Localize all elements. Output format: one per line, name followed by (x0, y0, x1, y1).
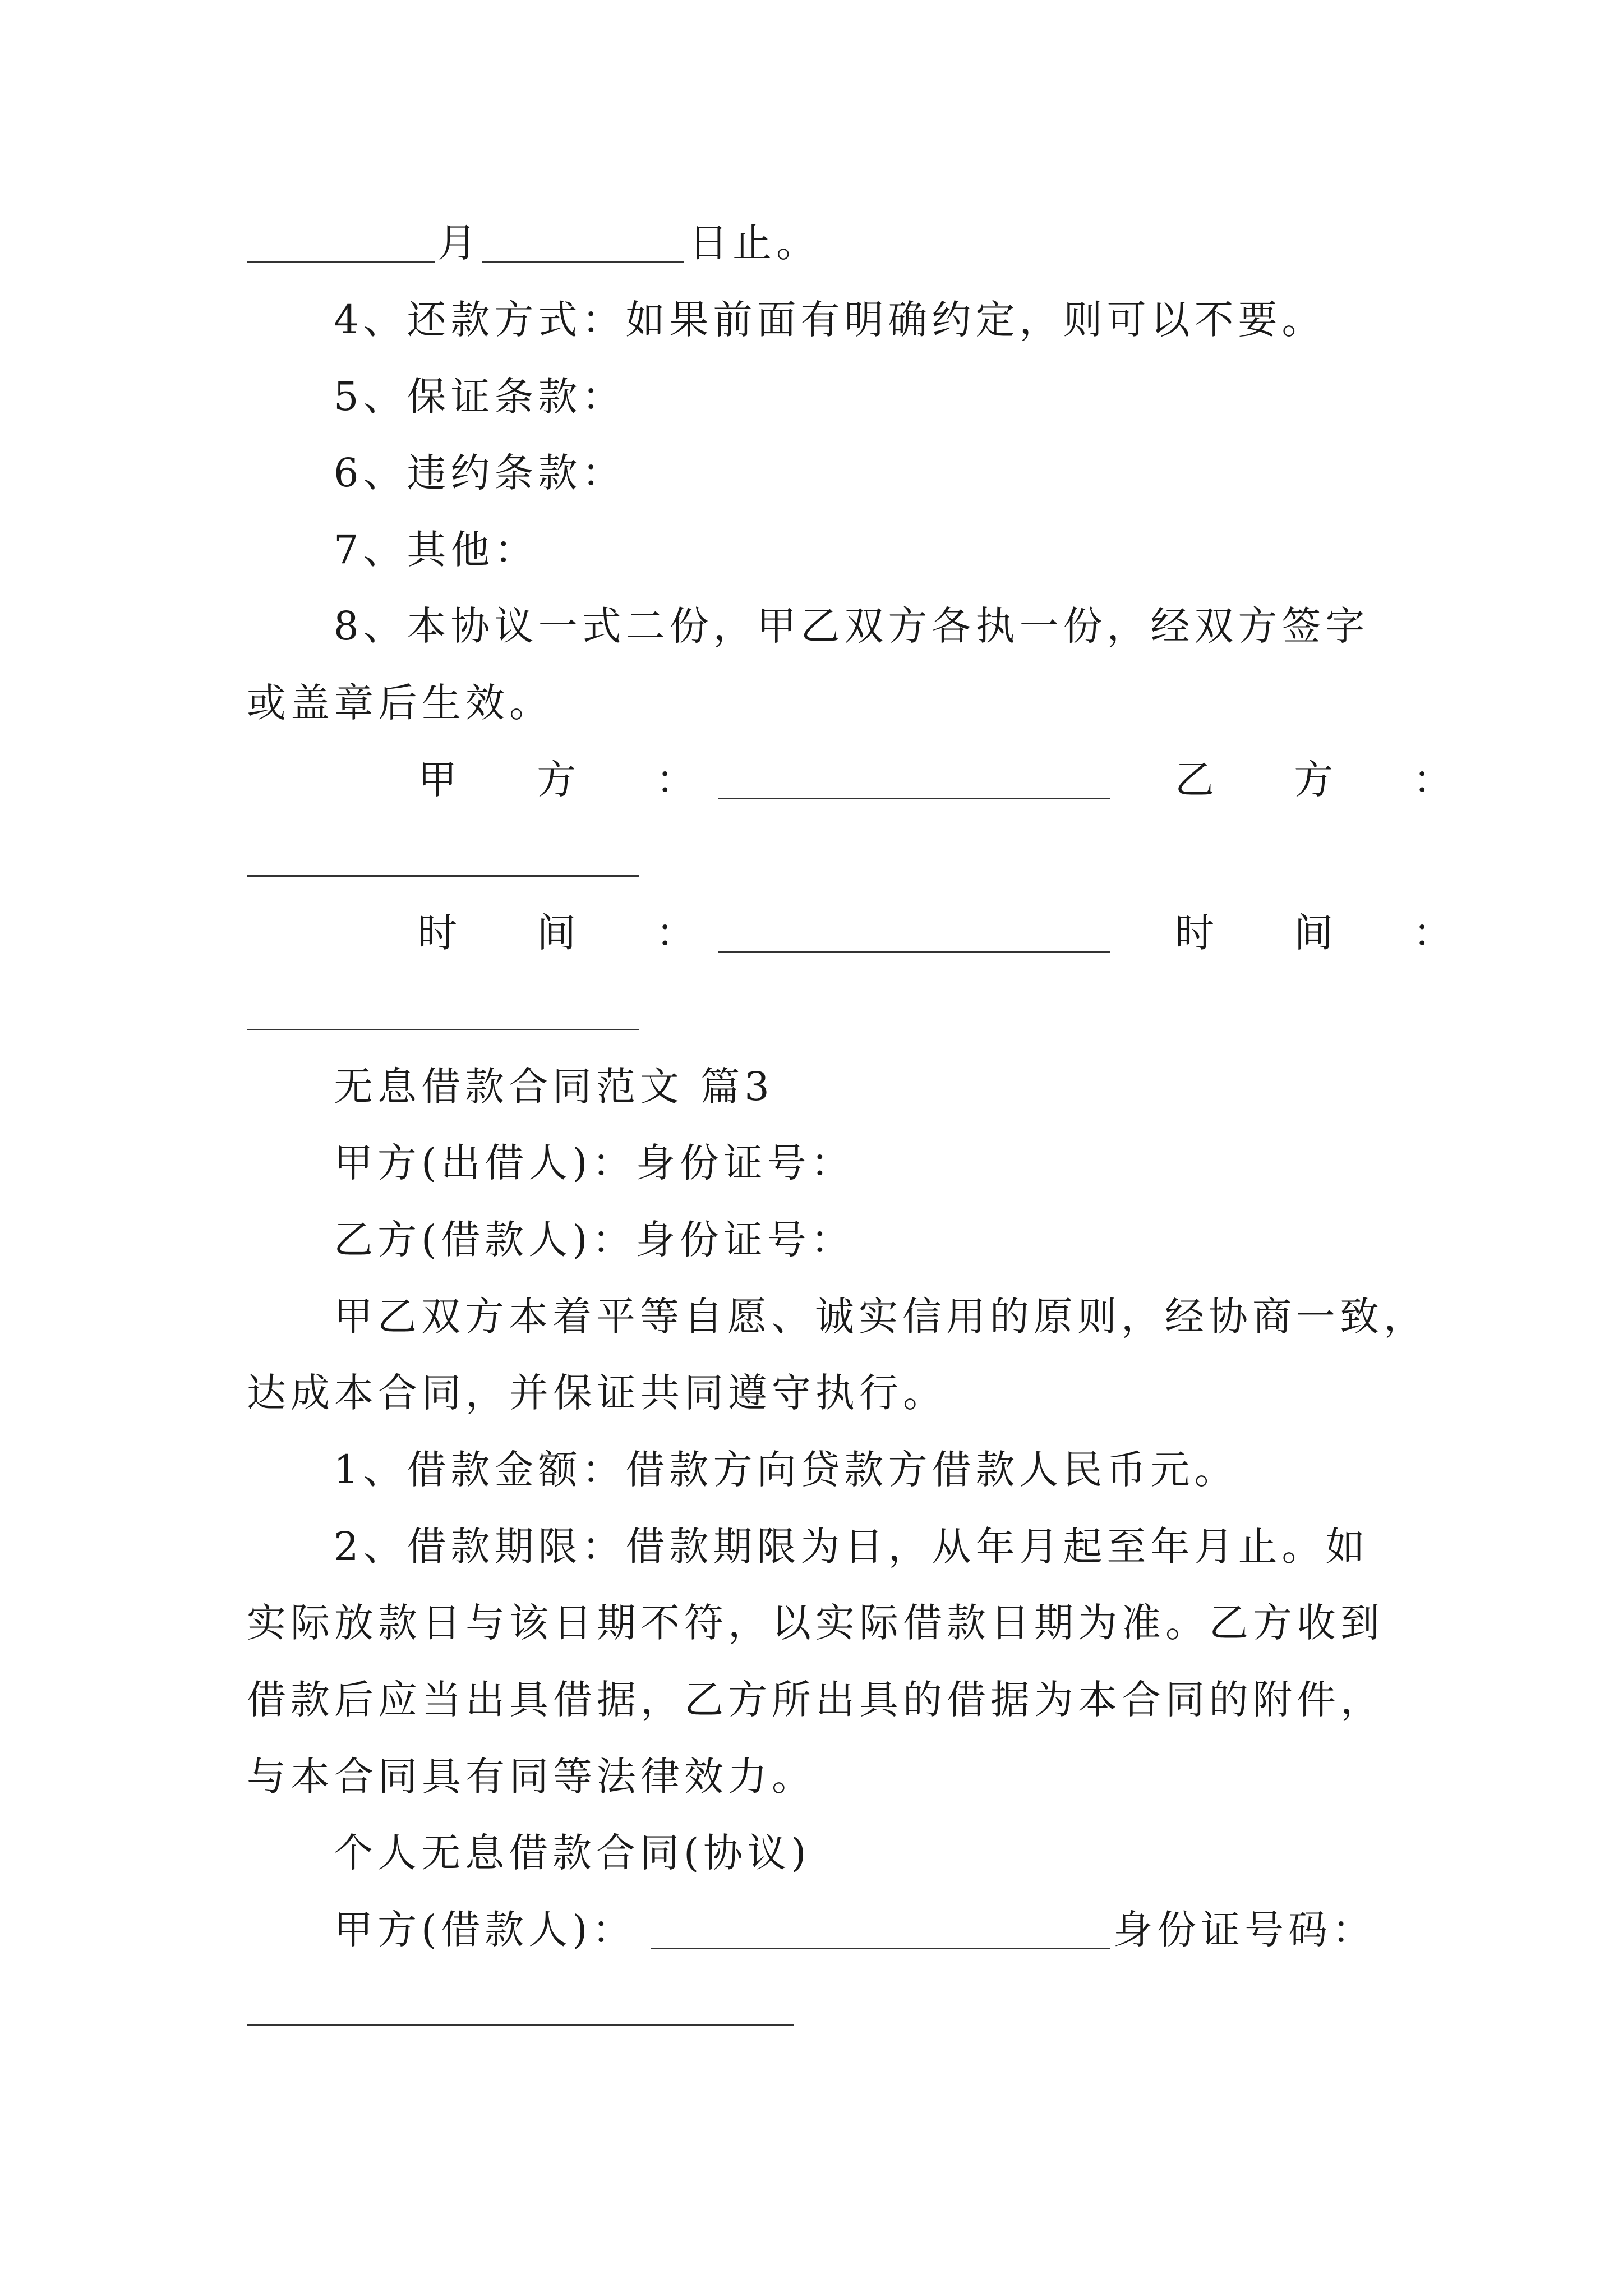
party-a-signature-label: 甲 方 ： (418, 757, 729, 803)
section-3-item-2-line4: 与本合同具有同等法律效力。 (247, 1754, 815, 1800)
id-number-line (247, 2024, 794, 2026)
section-3-item-1: 1、借款金额：借款方向贷款方借款人民币元。 (334, 1447, 1238, 1493)
section-3-item-2-line3: 借款后应当出具借据，乙方所出具的借据为本合同的附件， (247, 1677, 1384, 1723)
clause-4: 4、还款方式：如果前面有明确约定，则可以不要。 (334, 297, 1326, 343)
personal-contract-title: 个人无息借款合同(协议) (334, 1830, 811, 1876)
time-b-label: 时 间 ： (1175, 910, 1486, 956)
blank-line (482, 261, 684, 263)
party-a-signature-line (718, 798, 1110, 799)
section-3-intro-line2: 达成本合同，并保证共同遵守执行。 (247, 1370, 947, 1416)
clause-7: 7、其他： (334, 527, 538, 573)
month-label: 月 (437, 220, 481, 266)
personal-contract-id-label: 身份证号码： (1113, 1907, 1376, 1953)
day-end-label: 日止。 (689, 220, 820, 266)
time-a-line (718, 951, 1110, 953)
blank-line (247, 261, 435, 263)
clause-6: 6、违约条款： (334, 450, 626, 496)
party-b-signature-label: 乙 方 ： (1175, 757, 1486, 803)
time-a-label: 时 间 ： (418, 910, 729, 956)
section-3-intro-line1: 甲乙双方本着平等自愿、诚实信用的原则，经协商一致， (334, 1294, 1427, 1340)
clause-5: 5、保证条款： (334, 374, 626, 420)
clause-8-line2: 或盖章后生效。 (247, 680, 553, 726)
party-b-signature-line (247, 875, 639, 877)
clause-8-line1: 8、本协议一式二份，甲乙双方各执一份，经双方签字 (334, 603, 1370, 649)
section-3-party-b: 乙方(借款人)：身份证号： (334, 1217, 855, 1263)
personal-contract-party-a-label: 甲方(借款人)： (334, 1907, 636, 1953)
time-b-line (247, 1029, 639, 1030)
section-3-item-2-line2: 实际放款日与该日期不符，以实际借款日期为准。乙方收到 (247, 1600, 1384, 1646)
party-a-name-line (651, 1948, 1110, 1949)
section-3-party-a: 甲方(出借人)：身份证号： (334, 1140, 855, 1186)
section-3-title: 无息借款合同范文 篇3 (334, 1064, 774, 1110)
section-3-item-2-line1: 2、借款期限：借款期限为日，从年月起至年月止。如 (334, 1524, 1370, 1570)
